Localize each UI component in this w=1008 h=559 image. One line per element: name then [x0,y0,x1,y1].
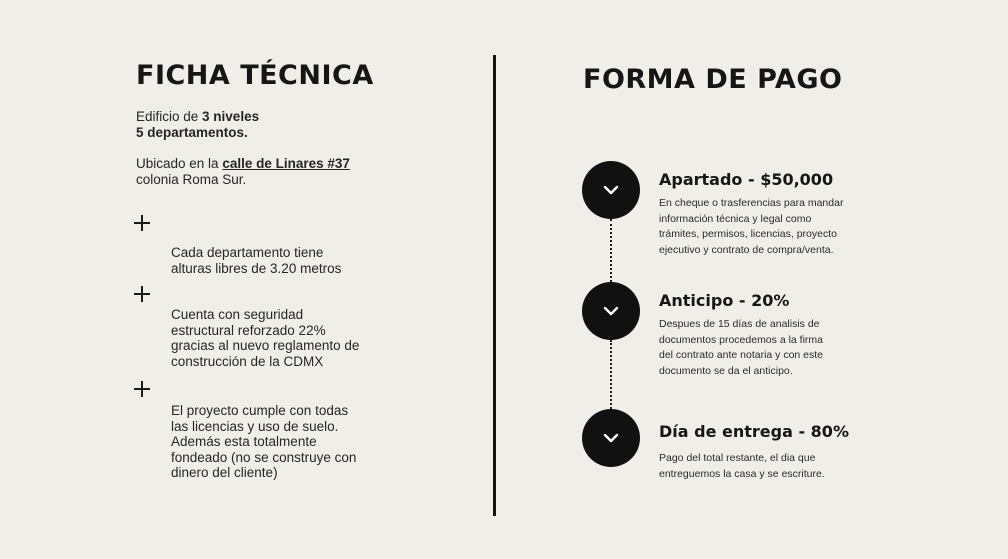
chevron-down-icon [603,433,619,443]
step-line: trámites, permisos, licencias, proyecto [659,228,837,240]
step-line: documentos procedemos a la firma [659,333,823,346]
step-description [659,451,825,482]
step-line: documento se da el anticipo. [659,364,793,377]
edificio-prefix: Edificio de [136,109,203,124]
step-description [659,317,823,379]
feature-line: Cuenta con seguridad [171,307,304,322]
feature-item [171,403,356,481]
column-divider [493,55,496,516]
ficha-tecnica-title: FICHA TÉCNICA [136,60,374,91]
feature-line: las licencias y uso de suelo. [171,418,339,434]
step-circle[interactable] [582,409,640,467]
feature-line: alturas libres de 3.20 metros [171,260,342,276]
timeline-connector [610,219,612,282]
feature-line: estructural reforzado 22% [171,322,326,338]
ubicado-prefix: Ubicado en la [136,156,223,171]
feature-line: fondeado (no se construye con [171,449,357,465]
timeline-connector [610,340,612,409]
step-line: entreguemos la casa y se escriture. [659,467,825,480]
forma-de-pago-title: FORMA DE PAGO [583,64,843,95]
plus-icon [134,215,150,231]
feature-line: construcción de la CDMX [171,353,324,369]
step-line: Despues de 15 días de analisis de [659,318,820,330]
feature-line: El proyecto cumple con todas [171,403,349,418]
step-title: Anticipo - 20% [659,291,790,310]
step-line: del contrato ante notaria y con este [659,349,824,361]
departamentos-count: 5 departamentos. [136,125,248,140]
plus-icon [134,286,150,302]
colonia-text: colonia Roma Sur. [136,172,247,187]
edificio-niveles: 3 niveles [202,109,260,124]
departamentos-text [136,125,248,141]
chevron-down-icon [603,306,619,316]
step-title: Apartado - $50,000 [659,170,834,189]
step-circle[interactable] [582,161,640,219]
chevron-down-icon [603,185,619,195]
feature-line: gracias al nuevo reglamento de [171,338,360,353]
step-circle[interactable] [582,282,640,340]
feature-item [171,245,341,276]
step-line: Pago del total restante, el dia que [659,452,816,464]
feature-line: Cada departamento tiene [171,245,324,260]
step-description [659,196,843,258]
address-link[interactable]: calle de Linares #37 [222,156,350,171]
step-line: En cheque o trasferencias para mandar [659,197,844,209]
step-line: información técnica y legal como [659,212,812,225]
plus-icon [134,381,150,397]
feature-line: Además esta totalmente [171,434,317,449]
ubicacion-text [136,156,350,172]
edificio-text [136,109,259,125]
step-line: ejecutivo y contrato de compra/venta. [659,243,834,256]
step-title: Día de entrega - 80% [659,422,849,441]
feature-line: dinero del cliente) [171,465,278,480]
feature-item [171,307,359,369]
